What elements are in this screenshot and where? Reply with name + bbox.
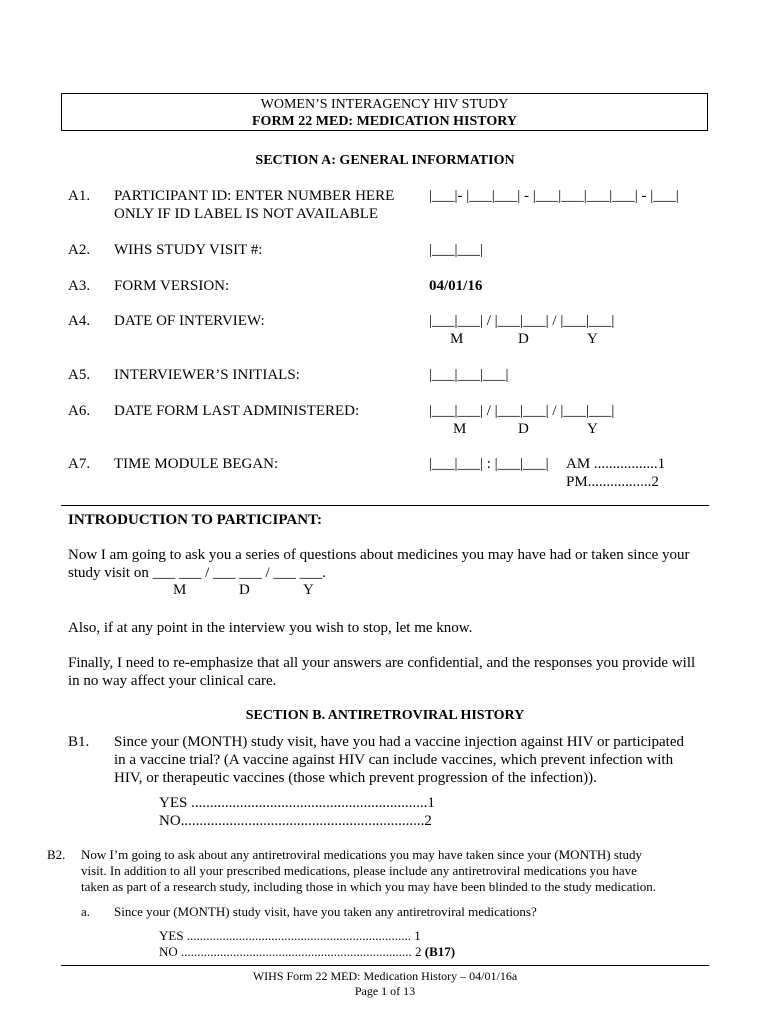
am-option[interactable]: AM .................1 bbox=[566, 456, 666, 472]
b2a-no-label: NO ....................................................................... 2 bbox=[159, 944, 422, 959]
intro-paragraph-3-line1: Finally, I need to re-emphasize that all your answers are confidential, and the responses you provide will bbox=[68, 655, 696, 671]
intro-paragraph-1-line2: study visit on ___ ___ / ___ ___ / ___ ___. bbox=[68, 565, 326, 581]
a4-label: DATE OF INTERVIEW: bbox=[114, 313, 265, 329]
last-administered-day-label: D bbox=[518, 421, 529, 437]
pm-option[interactable]: PM.................2 bbox=[566, 474, 659, 490]
footer-form-name: WIHS Form 22 MED: Medication History – 04/01/16a bbox=[252, 969, 518, 983]
b2-intro-line2: visit. In addition to all your prescribed medications, please include any antiretroviral medications you have bbox=[81, 863, 637, 878]
intro-day-label: D bbox=[239, 582, 250, 598]
a4-number: A4. bbox=[68, 313, 91, 329]
b1-question-line2: in a vaccine trial? (A vaccine against HIV can include vaccines, which prevent infection with bbox=[114, 752, 674, 768]
b2a-letter: a. bbox=[81, 904, 91, 919]
form-title-box bbox=[61, 93, 708, 131]
b1-number: B1. bbox=[68, 734, 90, 750]
a1-label-line1: PARTICIPANT ID: ENTER NUMBER HERE bbox=[114, 188, 395, 204]
interview-date-day-label: D bbox=[518, 331, 529, 347]
study-visit-field[interactable]: |___|___| bbox=[429, 242, 484, 258]
a1-label-line2: ONLY IF ID LABEL IS NOT AVAILABLE bbox=[114, 206, 379, 222]
a5-label: INTERVIEWER’S INITIALS: bbox=[114, 367, 300, 383]
last-administered-year-label: Y bbox=[587, 421, 598, 437]
b2a-yes-option[interactable]: YES ..................................................................... 1 bbox=[159, 928, 421, 943]
intro-year-label: Y bbox=[303, 582, 314, 598]
intro-title: INTRODUCTION TO PARTICIPANT: bbox=[68, 512, 322, 528]
interviewer-initials-field[interactable]: |___|___|___| bbox=[429, 367, 509, 383]
a1-number: A1. bbox=[68, 188, 91, 204]
section-a-title: SECTION A: GENERAL INFORMATION bbox=[255, 153, 515, 168]
last-administered-date-field[interactable]: |___|___| / |___|___| / |___|___| bbox=[429, 403, 615, 419]
last-administered-month-label: M bbox=[453, 421, 467, 437]
a2-number: A2. bbox=[68, 242, 91, 258]
b1-question-line1: Since your (MONTH) study visit, have you had a vaccine injection against HIV or participated bbox=[114, 734, 684, 750]
b2-intro-line1: Now I’m going to ask about any antiretroviral medications you may have taken since your (MONTH) study bbox=[81, 847, 643, 862]
a7-number: A7. bbox=[68, 456, 91, 472]
divider bbox=[61, 505, 709, 506]
participant-id-field[interactable]: |___|- |___|___| - |___|___|___|___| - |___| bbox=[429, 188, 679, 204]
intro-month-label: M bbox=[173, 582, 187, 598]
footer-page-number: Page 1 of 13 bbox=[354, 984, 416, 998]
interview-date-year-label: Y bbox=[587, 331, 598, 347]
a3-number: A3. bbox=[68, 278, 91, 294]
a2-label: WIHS STUDY VISIT #: bbox=[114, 242, 263, 258]
time-began-field[interactable]: |___|___| : |___|___| bbox=[429, 456, 549, 472]
study-name: WOMEN’S INTERAGENCY HIV STUDY bbox=[260, 97, 509, 112]
b1-yes-option[interactable]: YES ...............................................................1 bbox=[159, 795, 435, 811]
b2a-no-option[interactable] bbox=[159, 944, 455, 960]
intro-paragraph-1-line1: Now I am going to ask you a series of questions about medicines you may have had or taken since your bbox=[68, 547, 690, 563]
a7-label: TIME MODULE BEGAN: bbox=[114, 456, 279, 472]
b1-question-line3: HIV, or therapeutic vaccines (those which prevent progression of the infection)). bbox=[114, 770, 597, 786]
footer-divider bbox=[61, 965, 709, 966]
a6-number: A6. bbox=[68, 403, 91, 419]
intro-paragraph-2: Also, if at any point in the interview you wish to stop, let me know. bbox=[68, 620, 473, 636]
section-b-title: SECTION B. ANTIRETROVIRAL HISTORY bbox=[245, 708, 525, 723]
form-version-value: 04/01/16 bbox=[429, 278, 483, 294]
b2a-question: Since your (MONTH) study visit, have you taken any antiretroviral medications? bbox=[114, 904, 537, 919]
b2-number: B2. bbox=[47, 847, 66, 862]
b2-intro-line3: taken as part of a research study, including those in which you may have been blinded to the study medication. bbox=[81, 879, 656, 894]
interview-date-field[interactable]: |___|___| / |___|___| / |___|___| bbox=[429, 313, 615, 329]
b2a-skip-instruction: (B17) bbox=[424, 944, 456, 959]
a5-number: A5. bbox=[68, 367, 91, 383]
form-title: FORM 22 MED: MEDICATION HISTORY bbox=[252, 114, 517, 129]
b1-no-option[interactable]: NO.................................................................2 bbox=[159, 813, 432, 829]
intro-paragraph-3-line2: in no way affect your clinical care. bbox=[68, 673, 277, 689]
a3-label: FORM VERSION: bbox=[114, 278, 230, 294]
interview-date-month-label: M bbox=[450, 331, 464, 347]
a6-label: DATE FORM LAST ADMINISTERED: bbox=[114, 403, 360, 419]
